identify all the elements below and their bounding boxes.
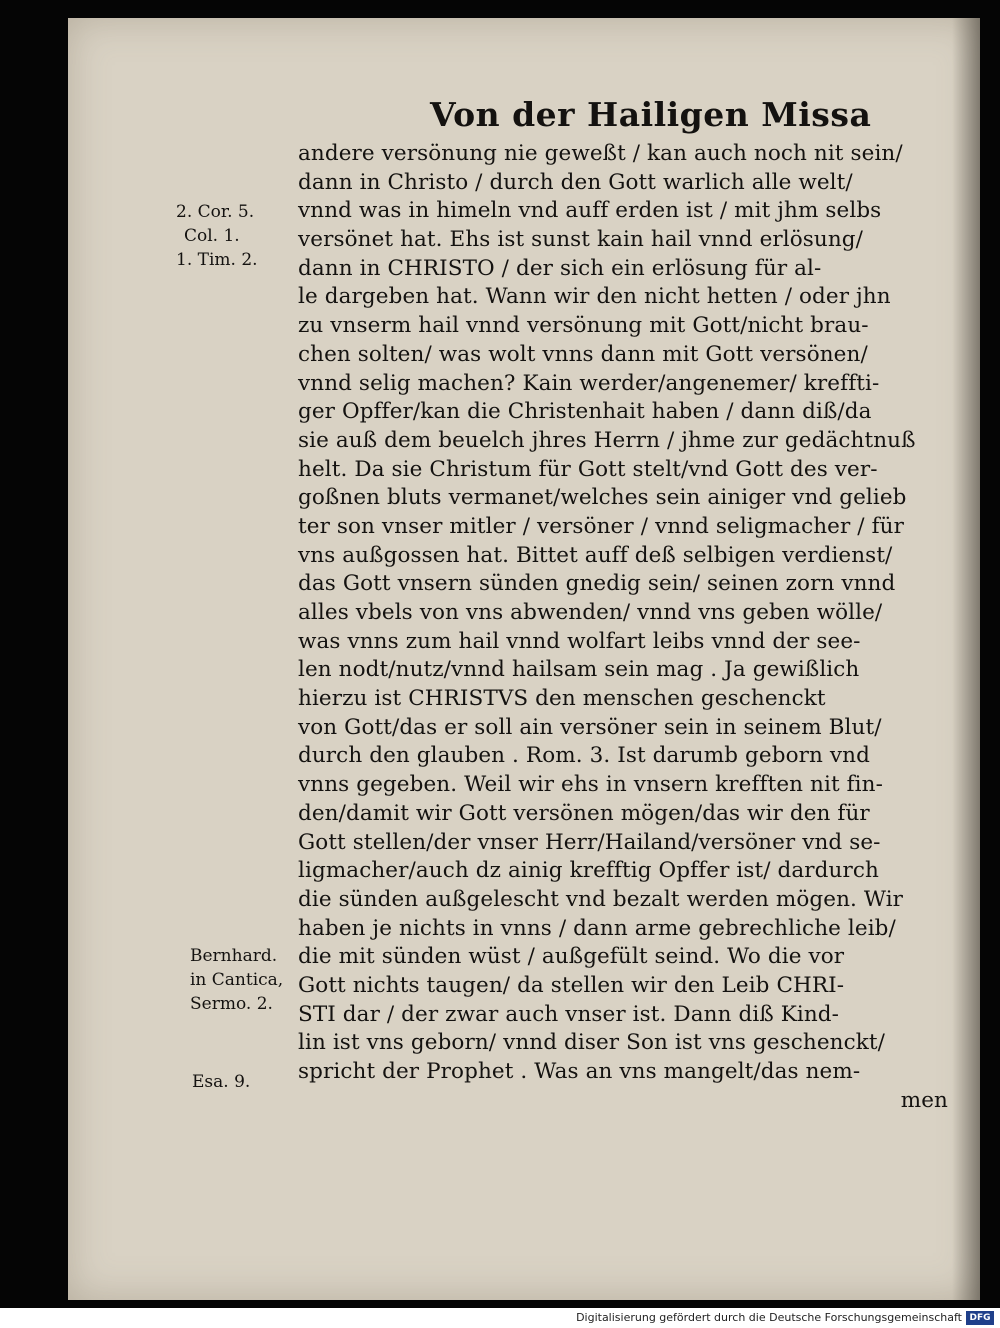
text-line: Gott nichts taugen/ da stellen wir den Leib CHRI-: [298, 972, 845, 998]
margin-note-line: Col. 1.: [184, 226, 240, 246]
margin-note-line: 2. Cor. 5.: [176, 202, 255, 222]
funding-credit: Digitalisierung gefördert durch die Deutsche Forschungsgemeinschaft: [576, 1311, 962, 1324]
text-line: ter son vnser mitler / versöner / vnnd seligmacher / für: [298, 513, 904, 539]
text-line: durch den glauben . Rom. 3. Ist darumb geborn vnd: [298, 743, 870, 769]
text-line: sie auß dem beuelch jhres Herrn / jhme zur gedächtnuß: [298, 427, 916, 453]
margin-note-scripture-refs: [176, 200, 258, 272]
dfg-logo: DFG: [966, 1311, 994, 1325]
text-line: vnnd was in himeln vnd auff erden ist / mit jhm selbs: [298, 198, 882, 224]
text-line: vnnd selig machen? Kain werder/angenemer/ kreffti-: [298, 370, 880, 396]
text-line: spricht der Prophet . Was an vns mangelt/das nem-: [298, 1059, 861, 1084]
footer-bar: [0, 1308, 1000, 1328]
text-line: vns außgossen hat. Bittet auff deß selbigen verdienst/: [298, 542, 893, 568]
text-line: alles vbels von vns abwenden/ vnnd vns geben wölle/: [298, 600, 883, 625]
text-line: ligmacher/auch dz ainig krefftig Opffer ist/ dardurch: [298, 858, 879, 884]
text-line: helt. Da sie Christum für Gott stelt/vnd Gott des ver-: [298, 456, 878, 482]
text-line: haben je nichts in vnns / dann arme gebrechliche leib/: [298, 915, 896, 941]
text-line: das Gott vnsern sünden gnedig sein/ seinen zorn vnnd: [298, 571, 896, 597]
body-text: [298, 140, 958, 1115]
text-line: chen solten/ was wolt vnns dann mit Gott versönen/: [298, 341, 868, 367]
text-line: die sünden außgelescht vnd bezalt werden mögen. Wir: [298, 886, 904, 912]
catchword: men: [900, 1087, 948, 1113]
text-line: vnns gegeben. Weil wir ehs in vnsern krefften nit fin-: [298, 772, 883, 798]
text-line: le dargeben hat. Wann wir den nicht hetten / oder jhn: [298, 284, 891, 310]
text-line: len nodt/nutz/vnnd hailsam sein mag . Ja gewißlich: [298, 657, 860, 683]
margin-note-line: Bernhard.: [190, 946, 278, 966]
margin-note-line: Esa. 9.: [192, 1072, 251, 1092]
text-line: andere versönung nie geweßt / kan auch noch nit sein/: [298, 141, 903, 166]
margin-note-line: Sermo. 2.: [190, 994, 273, 1014]
text-line: zu vnserm hail vnnd versönung mit Gott/nicht brau-: [298, 313, 869, 339]
text-line: STI dar / der zwar auch vnser ist. Dann diß Kind-: [298, 1001, 840, 1027]
text-line: Gott stellen/der vnser Herr/Hailand/versöner vnd se-: [298, 829, 881, 855]
text-line: ger Opffer/kan die Christenhait haben / dann diß/da: [298, 399, 872, 425]
text-line: lin ist vns geborn/ vnnd diser Son ist vns geschenckt/: [298, 1030, 885, 1056]
text-line: versönet hat. Ehs ist sunst kain hail vnnd erlösung/: [298, 227, 864, 253]
text-line: den/damit wir Gott versönen mögen/das wir den für: [298, 800, 870, 826]
text-line: was vnns zum hail vnnd wolfart leibs vnnd der see-: [298, 628, 861, 654]
margin-note-bernhard: [190, 944, 283, 1016]
text-line: dann in CHRISTO / der sich ein erlösung für al-: [298, 255, 822, 281]
margin-note-esa: [192, 1070, 250, 1094]
text-line: dann in Christo / durch den Gott warlich alle welt/: [298, 169, 853, 195]
text-line: hierzu ist CHRISTVS den menschen geschenckt: [298, 686, 826, 712]
margin-note-line: in Cantica,: [190, 970, 284, 990]
text-line: von Gott/das er soll ain versöner sein in seinem Blut/: [298, 714, 882, 740]
running-head: Von der Hailigen Missa: [430, 95, 872, 134]
text-line: die mit sünden wüst / außgefült seind. Wo die vor: [298, 944, 845, 970]
margin-note-line: 1. Tim. 2.: [176, 250, 258, 270]
text-line: goßnen bluts vermanet/welches sein ainiger vnd gelieb: [298, 485, 907, 511]
